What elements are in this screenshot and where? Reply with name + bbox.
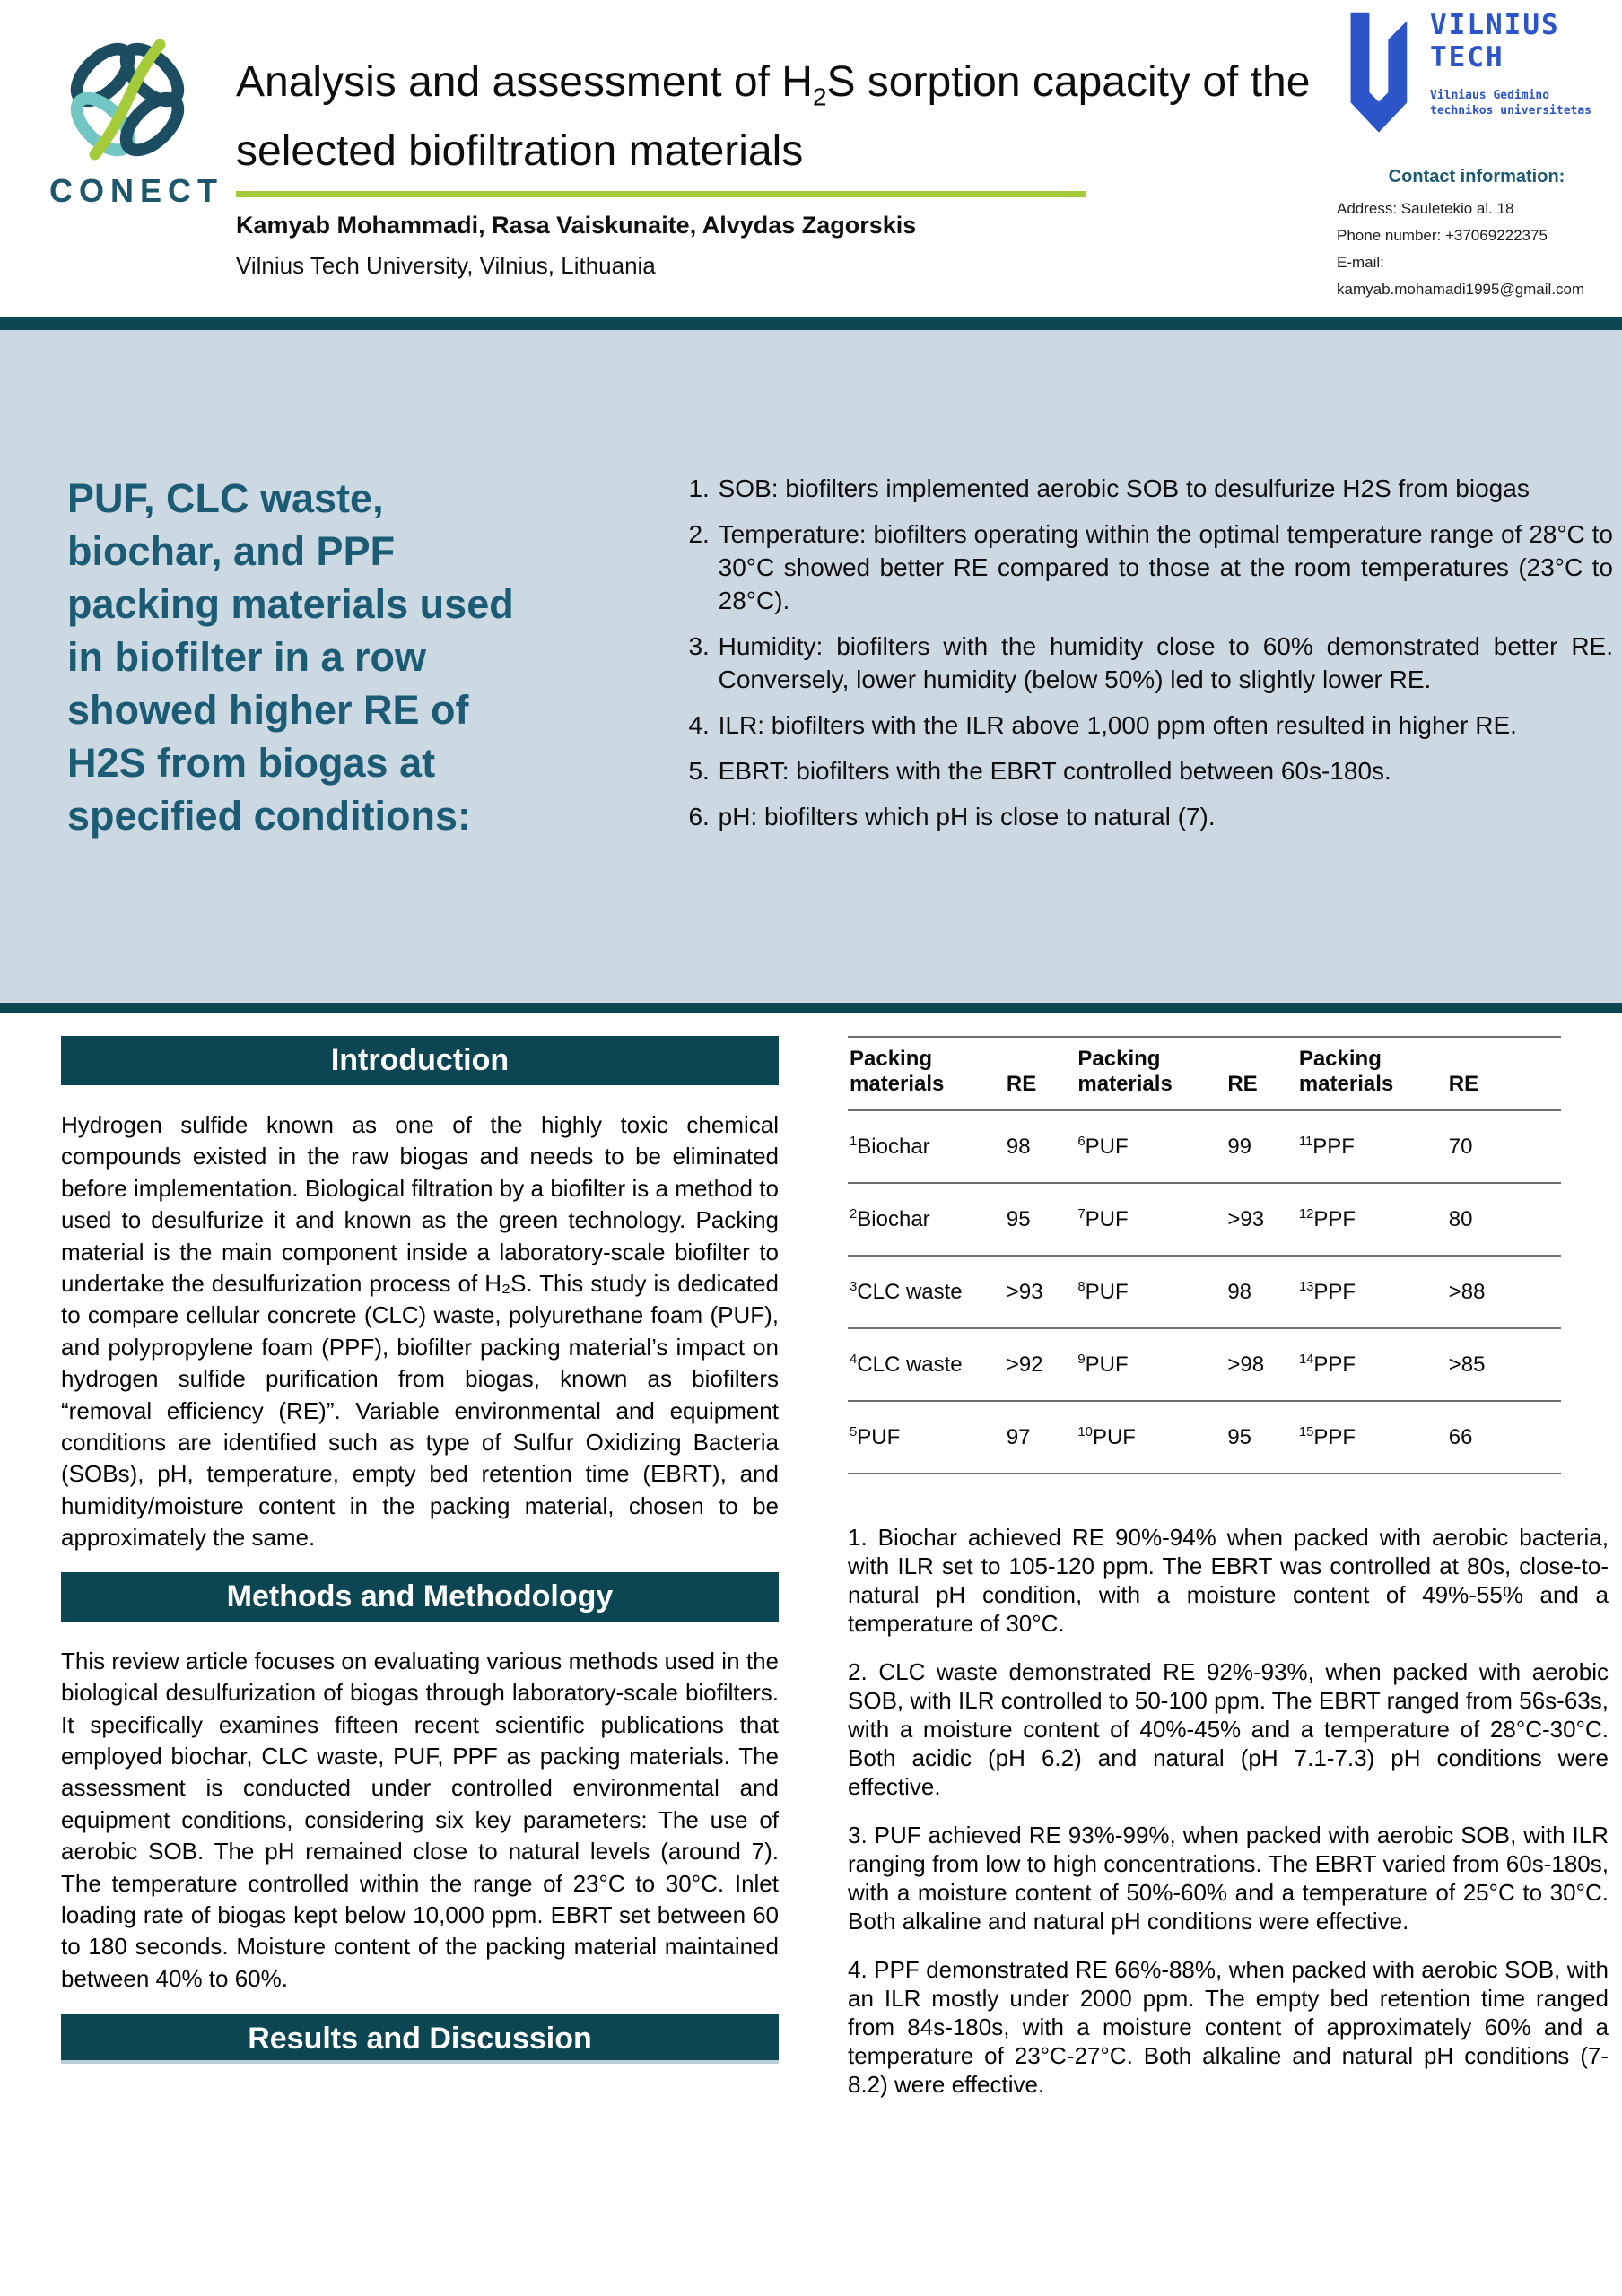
title-text: Analysis and assessment of H (236, 58, 813, 106)
re-value-cell: >85 (1447, 1328, 1561, 1401)
list-item: 3. Humidity: biofilters with the humidity close to 60% demonstrated better RE. Conversely, lower humidity (below 50%) led to slightly lower RE. (717, 630, 1613, 696)
university-subtitle: technikos universitetas (1430, 104, 1592, 117)
column-header: Packing materials (1297, 1037, 1447, 1110)
heading-line: in biofilter in a row (67, 634, 427, 680)
re-value-cell: >88 (1447, 1256, 1561, 1328)
list-item: 4. ILR: biofilters with the ILR above 1,000 ppm often resulted in higher RE. (717, 709, 1613, 742)
column-header: Packing materials (848, 1037, 1005, 1110)
contact-email-label: E-mail: (1337, 254, 1384, 271)
result-item: 2. CLC waste demonstrated RE 92%-93%, when packed with aerobic SOB, with ILR controlled to 50-100 ppm. The EBRT ranged from 56s-63s, with a moisture content of 40%-45% and a temperature of 28°C-30°C. Both acidic (pH 6.2) and natural (pH 7.1-7.3) pH conditions were effective. (848, 1658, 1609, 1800)
re-value-cell: >92 (1005, 1328, 1077, 1401)
list-item: 6. pH: biofilters which pH is close to natural (7). (717, 800, 1613, 833)
list-item: 5. EBRT: biofilters with the EBRT controlled between 60s-180s. (717, 754, 1613, 787)
heading-line: PUF, CLC waste, (67, 475, 384, 521)
list-item: 2. Temperature: biofilters operating within the optimal temperature range of 28°C to 30°C showed better RE compared to those at the room temperatures (23°C to 28°C). (717, 517, 1613, 617)
material-cell: $^5$PUF (848, 1401, 1005, 1474)
table-row (848, 1183, 1561, 1256)
university-name: TECH (1430, 41, 1504, 74)
material-cell: $^2$Biochar (848, 1183, 1005, 1256)
right-column (848, 1036, 1609, 2118)
material-cell: $^{15}$PPF (1297, 1401, 1447, 1474)
vilnius-tech-logo-icon (1337, 7, 1417, 144)
left-column (61, 1036, 779, 2118)
table-row (848, 1401, 1561, 1474)
conect-logo-icon (60, 32, 195, 167)
highlight-box (0, 330, 1622, 1003)
conect-logo (49, 32, 247, 210)
section-header-introduction: Introduction (61, 1036, 779, 1085)
column-header: RE (1005, 1037, 1077, 1110)
column-header: RE (1447, 1037, 1561, 1110)
result-item: 1. Biochar achieved RE 90%-94% when packed with aerobic bacteria, with ILR set to 105-120 ppm. The EBRT was controlled at 80s, close-to-natural pH condition, with a moisture content of 49%-55% and a temperature of 30°C. (848, 1524, 1609, 1637)
university-name: VILNIUS (1430, 9, 1560, 41)
content-columns (0, 1013, 1622, 2118)
column-header: Packing materials (1076, 1037, 1225, 1110)
highlight-heading (67, 472, 592, 1003)
material-cell: $^{12}$PPF (1297, 1183, 1447, 1256)
re-value-cell: 70 (1447, 1110, 1561, 1183)
section-header-methods: Methods and Methodology (61, 1572, 779, 1622)
table-row (848, 1328, 1561, 1401)
re-value-cell: 98 (1225, 1256, 1297, 1328)
re-value-cell: >93 (1225, 1183, 1297, 1256)
poster-header (0, 0, 1622, 317)
title-block (236, 56, 1339, 280)
re-value-cell: 66 (1447, 1401, 1561, 1474)
material-cell: $^8$PUF (1076, 1256, 1225, 1328)
re-value-cell: 97 (1005, 1401, 1077, 1474)
introduction-body: Hydrogen sulfide known as one of the highly toxic chemical compounds existed in the raw biogas and needs to be eliminated before implementation. Biological filtration by a biofilter is a method to used to desulfurize it and known as the green technology. Packing material is the main component inside a laboratory-scale biofilter to undertake the desulfurization process of H₂S. This study is dedicated to compare cellular concrete (CLC) waste, polyurethane foam (PUF), and polypropylene foam (PPF), biofilter packing material’s impact on hydrogen sulfide purification from biogas, known as biofilters “removal efficiency (RE)”. Variable environmental and equipment conditions are identified such as type of Sulfur Oxidizing Bacteria (SOBs), pH, temperature, empty bed retention time (EBRT), and humidity/moisture content in the packing material, chosen to be approximately the same. (61, 1111, 779, 1552)
material-cell: $^9$PUF (1076, 1328, 1225, 1401)
university-block (1337, 7, 1617, 303)
poster-title (236, 56, 1339, 178)
material-cell: $^{10}$PUF (1076, 1401, 1225, 1474)
authors: Kamyab Mohammadi, Rasa Vaiskunaite, Alvydas Zagorskis (236, 211, 917, 239)
re-value-cell: 80 (1447, 1183, 1561, 1256)
table-row (848, 1256, 1561, 1328)
result-item: 4. PPF demonstrated RE 66%-88%, when packed with aerobic SOB, with an ILR mostly under 2000 ppm. The empty bed retention time ranged from 84s-180s, with a moisture content of approximately 60% and a temperature of 23°C-27°C. Both alkaline and natural pH conditions (7-8.2) were effective. (848, 1956, 1609, 2098)
re-value-cell: 99 (1225, 1110, 1297, 1183)
re-value-cell: 95 (1005, 1183, 1077, 1256)
column-header: RE (1225, 1037, 1297, 1110)
heading-line: packing materials used (67, 581, 514, 627)
heading-line: showed higher RE of (67, 687, 469, 733)
contact-email: kamyab.mohamadi1995@gmail.com (1337, 281, 1585, 298)
contact-heading: Contact information: (1388, 167, 1565, 187)
university-subtitle: Vilniaus Gedimino (1430, 89, 1550, 102)
title-underline (236, 191, 1086, 197)
heading-line: H2S from biogas at (67, 740, 436, 786)
highlight-list (677, 472, 1613, 1003)
re-value-cell: >98 (1225, 1328, 1297, 1401)
title-text: S sorption capacity of the selected biofiltration materials (236, 58, 1311, 175)
re-value-cell: >93 (1005, 1256, 1077, 1328)
teal-divider-bar (0, 1003, 1622, 1013)
section-header-results: Results and Discussion (61, 2014, 779, 2064)
material-cell: $^4$CLC waste (848, 1328, 1005, 1401)
re-value-cell: 98 (1005, 1110, 1077, 1183)
methods-body: This review article focuses on evaluating various methods used in the biological desulfurization of biogas through laboratory-scale biofilters. It specifically examines fifteen recent scientific publications that employed biochar, CLC waste, PUF, PPF as packing materials. The assessment is conducted under controlled environmental and equipment conditions, considering six key parameters: The use of aerobic SOB. The pH remained close to natural levels (around 7). The temperature controlled within the range of 23°C to 30°C. Inlet loading rate of biogas kept below 10,000 ppm. EBRT set between 60 to 180 seconds. Moisture content of the packing material maintained between 40% to 60%. (61, 1647, 779, 1992)
table-header-row (848, 1037, 1561, 1110)
contact-address: Address: Sauletekio al. 18 (1337, 200, 1514, 217)
results-list (848, 1523, 1609, 2099)
material-cell: $^{13}$PPF (1297, 1256, 1447, 1328)
list-item: 1. SOB: biofilters implemented aerobic SOB to desulfurize H2S from biogas (717, 472, 1613, 505)
table-row (848, 1110, 1561, 1183)
material-cell: $^6$PUF (1076, 1110, 1225, 1183)
material-cell: $^7$PUF (1076, 1183, 1225, 1256)
contact-block (1337, 163, 1617, 303)
re-value-cell: 95 (1225, 1401, 1297, 1474)
conect-logo-text: CONECT (49, 172, 223, 209)
result-item: 3. PUF achieved RE 93%-99%, when packed with aerobic SOB, with ILR ranging from low to high concentrations. The EBRT varied from 60s-180s, with a moisture content of 50%-60% and a temperature of 25°C to 30°C. Both alkaline and natural pH conditions were effective. (848, 1822, 1609, 1935)
material-cell: $^3$CLC waste (848, 1256, 1005, 1328)
results-table (848, 1036, 1561, 1474)
material-cell: $^1$Biochar (848, 1110, 1005, 1183)
affiliation: Vilnius Tech University, Vilnius, Lithuania (236, 251, 656, 279)
heading-line: biochar, and PPF (67, 528, 396, 574)
teal-divider-bar (0, 317, 1622, 330)
material-cell: $^{11}$PPF (1297, 1110, 1447, 1183)
heading-line: specified conditions: (67, 793, 472, 839)
title-subscript: 2 (812, 83, 827, 111)
contact-phone: Phone number: +37069222375 (1337, 227, 1548, 244)
material-cell: $^{14}$PPF (1297, 1328, 1447, 1401)
